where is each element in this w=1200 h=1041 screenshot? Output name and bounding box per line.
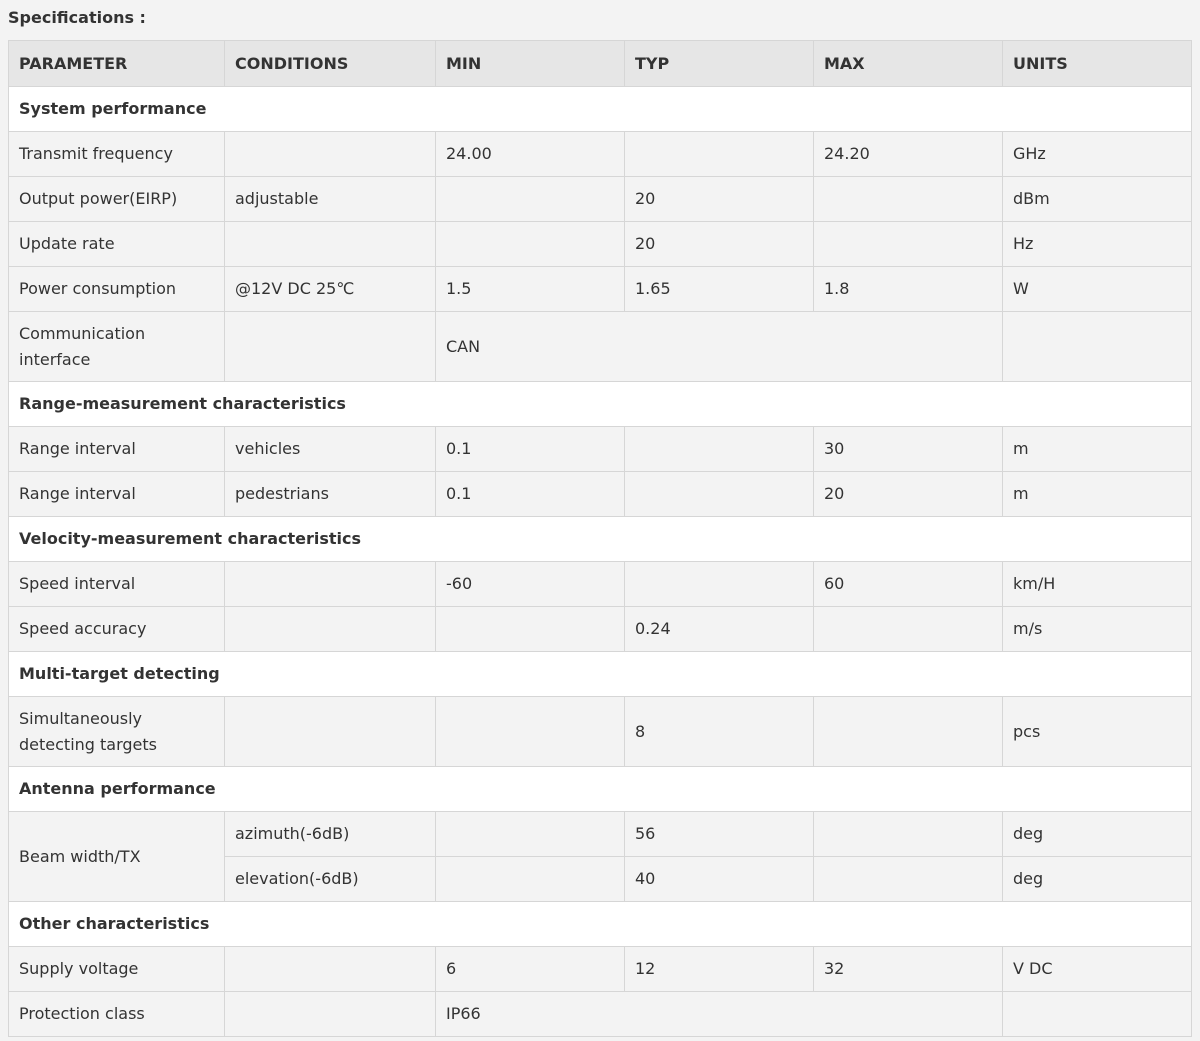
- cell-parameter: Beam width/TX: [9, 812, 225, 902]
- cell-typ: [625, 132, 814, 177]
- cell-max: 32: [814, 947, 1003, 992]
- header-units: UNITS: [1003, 41, 1192, 87]
- cell-value: CAN: [436, 312, 1003, 382]
- cell-min: 0.1: [436, 472, 625, 517]
- table-row: [9, 992, 1192, 1037]
- cell-typ: 40: [625, 857, 814, 902]
- specifications-table: [8, 40, 1192, 1037]
- cell-parameter: Range interval: [9, 472, 225, 517]
- cell-units: dBm: [1003, 177, 1192, 222]
- cell-conditions: elevation(-6dB): [225, 857, 436, 902]
- table-row: [9, 562, 1192, 607]
- cell-typ: [625, 472, 814, 517]
- cell-units: W: [1003, 267, 1192, 312]
- cell-parameter: Output power(EIRP): [9, 177, 225, 222]
- section-row: [9, 767, 1192, 812]
- cell-min: [436, 177, 625, 222]
- cell-parameter: Speed interval: [9, 562, 225, 607]
- cell-min: -60: [436, 562, 625, 607]
- cell-parameter: Simultaneously detecting targets: [9, 697, 225, 767]
- cell-min: 1.5: [436, 267, 625, 312]
- header-typ: TYP: [625, 41, 814, 87]
- cell-conditions: adjustable: [225, 177, 436, 222]
- cell-units: [1003, 992, 1192, 1037]
- header-conditions: CONDITIONS: [225, 41, 436, 87]
- cell-units: Hz: [1003, 222, 1192, 267]
- cell-typ: 56: [625, 812, 814, 857]
- cell-value: IP66: [436, 992, 1003, 1037]
- cell-max: 1.8: [814, 267, 1003, 312]
- cell-conditions: @12V DC 25℃: [225, 267, 436, 312]
- table-row: [9, 177, 1192, 222]
- cell-conditions: [225, 607, 436, 652]
- cell-parameter: Range interval: [9, 427, 225, 472]
- cell-max: [814, 177, 1003, 222]
- cell-max: 30: [814, 427, 1003, 472]
- cell-max: [814, 607, 1003, 652]
- cell-typ: 8: [625, 697, 814, 767]
- section-title: Velocity-measurement characteristics: [9, 517, 1192, 562]
- table-row: [9, 312, 1192, 382]
- cell-parameter: Transmit frequency: [9, 132, 225, 177]
- cell-min: [436, 857, 625, 902]
- cell-parameter: Update rate: [9, 222, 225, 267]
- cell-max: [814, 222, 1003, 267]
- cell-units: [1003, 312, 1192, 382]
- cell-conditions: vehicles: [225, 427, 436, 472]
- cell-min: 6: [436, 947, 625, 992]
- cell-min: [436, 812, 625, 857]
- cell-conditions: [225, 697, 436, 767]
- table-row: [9, 222, 1192, 267]
- cell-min: [436, 697, 625, 767]
- cell-min: [436, 222, 625, 267]
- cell-max: 24.20: [814, 132, 1003, 177]
- cell-conditions: [225, 562, 436, 607]
- cell-parameter: Supply voltage: [9, 947, 225, 992]
- cell-max: 20: [814, 472, 1003, 517]
- cell-parameter: Speed accuracy: [9, 607, 225, 652]
- section-title: Antenna performance: [9, 767, 1192, 812]
- cell-parameter: Protection class: [9, 992, 225, 1037]
- cell-min: [436, 607, 625, 652]
- section-title: Multi-target detecting: [9, 652, 1192, 697]
- table-row: [9, 607, 1192, 652]
- table-row: [9, 267, 1192, 312]
- cell-conditions: [225, 222, 436, 267]
- section-row: [9, 517, 1192, 562]
- cell-max: [814, 812, 1003, 857]
- cell-units: deg: [1003, 857, 1192, 902]
- cell-conditions: [225, 947, 436, 992]
- table-row: [9, 812, 1192, 857]
- cell-typ: 20: [625, 222, 814, 267]
- cell-typ: 1.65: [625, 267, 814, 312]
- cell-typ: 20: [625, 177, 814, 222]
- table-row: [9, 947, 1192, 992]
- cell-units: m: [1003, 472, 1192, 517]
- cell-max: [814, 697, 1003, 767]
- cell-conditions: [225, 312, 436, 382]
- cell-conditions: pedestrians: [225, 472, 436, 517]
- cell-parameter: Power consumption: [9, 267, 225, 312]
- cell-units: V DC: [1003, 947, 1192, 992]
- cell-units: km/H: [1003, 562, 1192, 607]
- cell-typ: 0.24: [625, 607, 814, 652]
- header-min: MIN: [436, 41, 625, 87]
- cell-typ: [625, 562, 814, 607]
- cell-units: pcs: [1003, 697, 1192, 767]
- section-row: [9, 652, 1192, 697]
- section-title: System performance: [9, 87, 1192, 132]
- cell-units: m: [1003, 427, 1192, 472]
- section-title: Range-measurement characteristics: [9, 382, 1192, 427]
- cell-min: 0.1: [436, 427, 625, 472]
- page-title: Specifications :: [8, 8, 146, 27]
- cell-units: GHz: [1003, 132, 1192, 177]
- table-row: [9, 132, 1192, 177]
- cell-min: 24.00: [436, 132, 625, 177]
- header-parameter: PARAMETER: [9, 41, 225, 87]
- cell-typ: 12: [625, 947, 814, 992]
- cell-conditions: [225, 992, 436, 1037]
- cell-max: [814, 857, 1003, 902]
- cell-units: deg: [1003, 812, 1192, 857]
- cell-parameter: Communication interface: [9, 312, 225, 382]
- table-row: [9, 472, 1192, 517]
- header-max: MAX: [814, 41, 1003, 87]
- cell-typ: [625, 427, 814, 472]
- cell-conditions: azimuth(-6dB): [225, 812, 436, 857]
- section-row: [9, 87, 1192, 132]
- cell-max: 60: [814, 562, 1003, 607]
- table-row: [9, 427, 1192, 472]
- cell-conditions: [225, 132, 436, 177]
- table-row: [9, 697, 1192, 767]
- header-row: [9, 41, 1192, 87]
- cell-units: m/s: [1003, 607, 1192, 652]
- section-row: [9, 382, 1192, 427]
- section-title: Other characteristics: [9, 902, 1192, 947]
- section-row: [9, 902, 1192, 947]
